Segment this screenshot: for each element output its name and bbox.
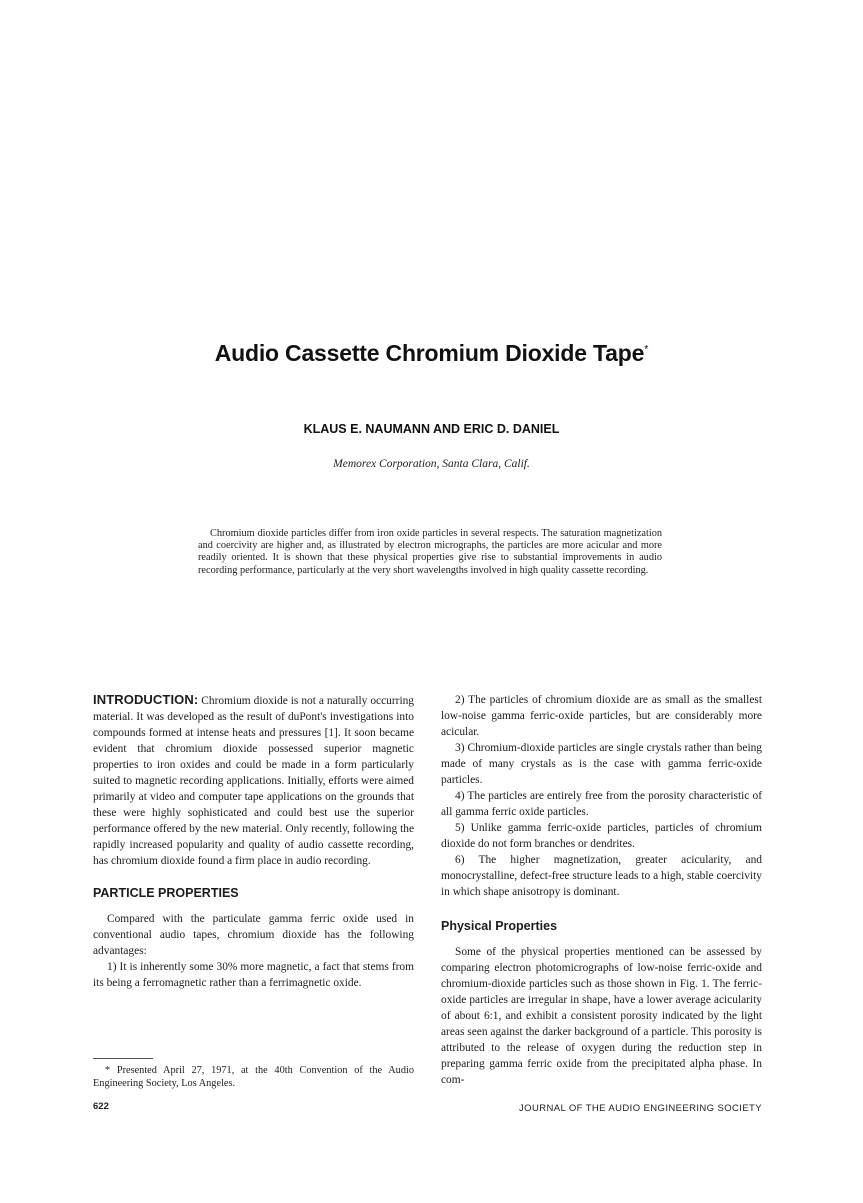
intro-text: Chromium dioxide is not a naturally occurring material. It was developed as the result of duPont's investigations into compounds formed at intense heats and pressures [1]. It soon became evident that chromium dioxide possessed superior magnetic properties to iron oxides and could be made in a form particularly suited to magnetic recording applications. Initially, efforts were aimed primarily at video and computer tape applications on the grounds that these were highly sophisticated and could best use the superior performance offered by the new material. Only recently, following the rapidly increased popularity and quality of audio cassette recording, has chromium dioxide found a firm place in audio recording.: [93, 695, 414, 867]
intro-heading: INTRODUCTION:: [93, 692, 199, 707]
abstract: Chromium dioxide particles differ from iron oxide particles in several respects. The saturation magnetization and coercivity are higher and, as illustrated by electron micrographs, the particles are more acicular and more readily oriented. It is shown that these physical properties give rise to substantial improvements in audio recording performance, particularly at the very short wavelengths involved in high quality cassette recording.: [198, 528, 662, 576]
particle-properties-text: Compared with the particulate gamma ferric oxide used in conventional audio tapes, chromium dioxide has the following advantages:: [93, 913, 414, 957]
left-column: [93, 692, 414, 991]
paper-title-text: Audio Cassette Chromium Dioxide Tape: [214, 340, 645, 366]
footnote-text: * Presented April 27, 1971, at the 40th Convention of the Audio Engineering Society, Los Angeles.: [93, 1065, 414, 1089]
advantage-2: 2) The particles of chromium dioxide are as small as the smallest low-noise gamma ferric-oxide particles, but are considerably more acicular.: [441, 694, 762, 738]
right-column: [441, 692, 762, 1088]
title-footnote-mark: *: [644, 343, 649, 356]
footnote: [93, 1065, 414, 1090]
journal-name: JOURNAL OF THE AUDIO ENGINEERING SOCIETY: [519, 1103, 762, 1114]
footnote-rule: [93, 1058, 153, 1059]
advantage-1: 1) It is inherently some 30% more magnetic, a fact that stems from its being a ferromagnetic rather than a ferrimagnetic oxide.: [93, 961, 414, 989]
particle-properties-heading: PARTICLE PROPERTIES: [93, 886, 239, 900]
advantage-5: 5) Unlike gamma ferric-oxide particles, particles of chromium dioxide do not form branches or dendrites.: [441, 822, 762, 850]
physical-properties-text: Some of the physical properties mentioned can be assessed by comparing electron photomicrographs of low-noise ferric-oxide and chromium-dioxide particles such as those shown in Fig. 1. The ferric-oxide particles are irregular in shape, have a lower average acicularity of about 6:1, and exhibit a consistent porosity indicated by the light areas seen against the darker background of a particle. This porosity is attributed to the release of oxygen during the reduction step in preparing gamma ferric oxide from the precipitated alpha phase. In com-: [441, 946, 762, 1086]
advantage-6: 6) The higher magnetization, greater acicularity, and monocrystalline, defect-free structure leads to a high, stable coercivity in which shape anisotropy is dominant.: [441, 854, 762, 898]
paper-title: [0, 340, 863, 367]
intro-paragraph: [93, 692, 414, 869]
paper-authors: KLAUS E. NAUMANN AND ERIC D. DANIEL: [303, 422, 560, 436]
advantage-4: 4) The particles are entirely free from the porosity characteristic of all gamma ferric oxide particles.: [441, 790, 762, 818]
physical-properties-heading: Physical Properties: [441, 919, 558, 933]
page-number: 622: [93, 1101, 109, 1112]
author-affiliation: Memorex Corporation, Santa Clara, Calif.: [333, 458, 530, 470]
advantage-3: 3) Chromium-dioxide particles are single crystals rather than being made of many crystals as is the case with gamma ferric-oxide particles.: [441, 742, 762, 786]
